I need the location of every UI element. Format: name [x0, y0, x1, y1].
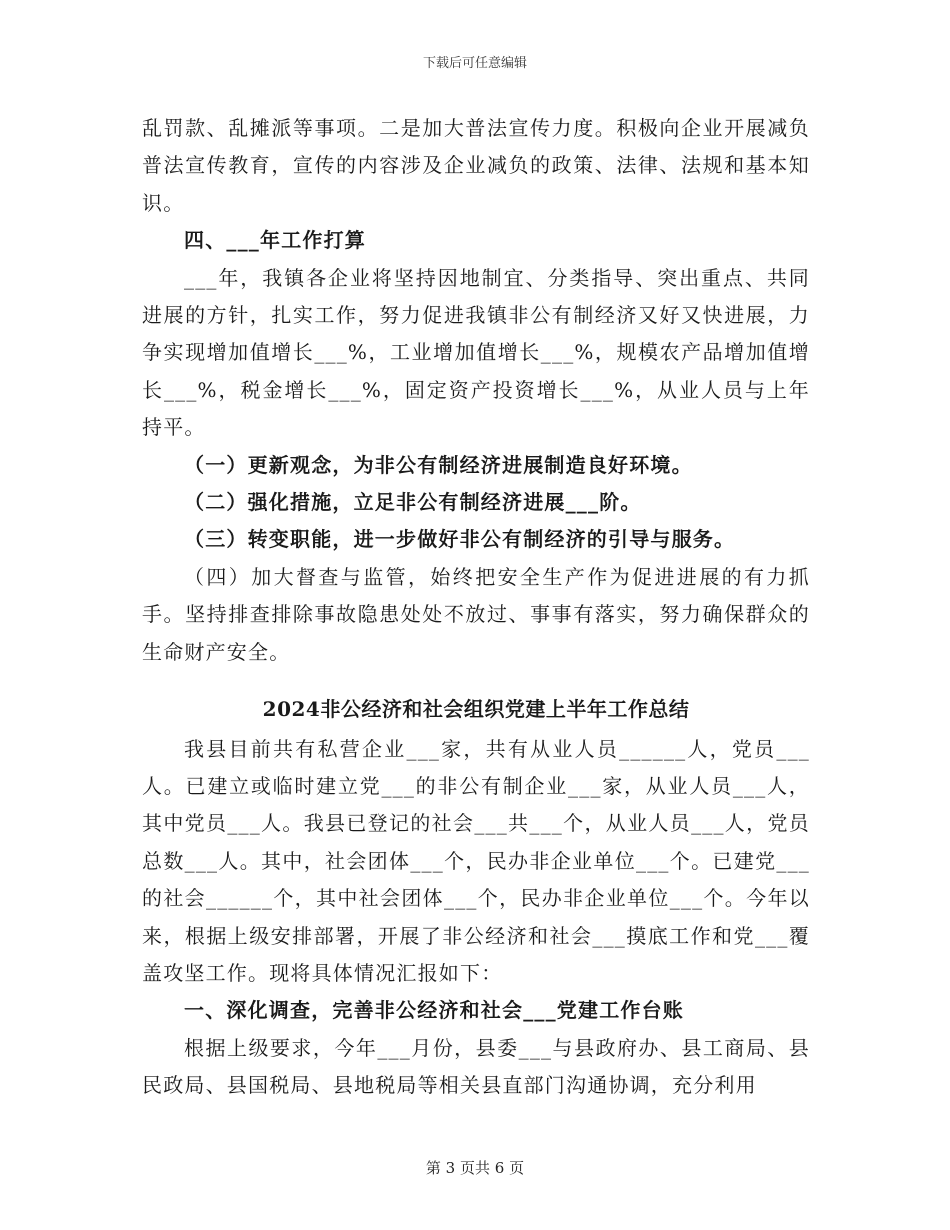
- document-title: 2024非公经济和社会组织党建上半年工作总结: [262, 697, 690, 722]
- plan-item-4: （四）加大督查与监管，始终把安全生产作为促进进展的有力抓手。坚持排查排除事故隐患处处不放过、事事有落实，努力确保群众的生命财产安全。: [142, 564, 810, 664]
- section-heading-plan: 四、___年工作打算: [184, 228, 366, 253]
- paragraph-plan: ___年，我镇各企业将坚持因地制宜、分类指导、突出重点、共同进展的方针，扎实工作，努力促进我镇非公有制经济又好又快进展，力争实现增加值增长___%，工业增加值增长___%，规模农产品增加值增长___%，税金增长___%，固定资产投资增长___%，从业人员与上年持平。: [142, 265, 810, 440]
- plan-item-2: （二）强化措施，立足非公有制经济进展___阶。: [184, 490, 642, 515]
- page-header: 下载后可任意编辑: [422, 56, 527, 71]
- page-number: 第 3 页共 6 页: [425, 1159, 525, 1177]
- plan-item-3: （三）转变职能，进一步做好非公有制经济的引导与服务。: [184, 527, 736, 552]
- section-heading-investigation: 一、深化调查，完善非公经济和社会___党建工作台账: [184, 998, 684, 1023]
- document-body: [142, 110, 810, 1105]
- paragraph-overview: 我县目前共有私营企业___家，共有从业人员______人，党员___人。已建立或临时建立党___的非公有制企业___家，从业人员___人，其中党员___人。我县已登记的社会___共___个，从业人员___人，党员总数___人。其中，社会团体___个，民办非企业单位___个。已建党___的社会______个，其中社会团体___个，民办非企业单位___个。今年以来，根据上级安排部署，开展了非公经济和社会___摸底工作和党___覆盖攻坚工作。现将具体情况汇报如下：: [142, 736, 810, 985]
- paragraph-continuation: 乱罚款、乱摊派等事项。二是加大普法宣传力度。积极向企业开展减负普法宣传教育，宣传的内容涉及企业减负的政策、法律、法规和基本知识。: [142, 116, 810, 215]
- plan-item-1: （一）更新观念，为非公有制经济进展制造良好环境。: [184, 452, 693, 477]
- paragraph-investigation: 根据上级要求，今年___月份，县委___与县政府办、县工商局、县民政局、县国税局、县地税局等相关县直部门沟通协调，充分利用: [142, 1035, 810, 1098]
